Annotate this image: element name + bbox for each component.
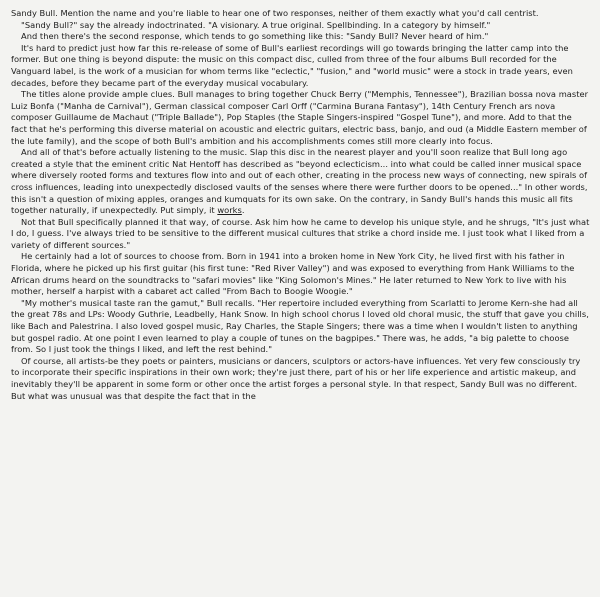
paragraph-style: Not that Bull specifically planned it that way, of course. Ask him how he came to develop his unique style, and he shrugs, "It's just what I do, I guess. I've always tried to be sensitive to the different musical cultures that strike a chord inside me. I just took what I liked from a variety of different sources."	[11, 216, 590, 250]
paragraph-sources: He certainly had a lot of sources to choose from. Born in 1941 into a broken home in New York City, he lived first with his father in Florida, where he picked up his first guitar (his first tune: "Red River Valley") and was exposed to everything from Hank Williams to the African drums heard on the soundtracks to "safari movies" like "King Solomon's Mines." He later returned to New York to live with his mother, herself a harpist with a cabaret act called "From Bach to Boogie Woogie."	[11, 251, 575, 297]
paragraph-mother: "My mother's musical taste ran the gamut," Bull recalls. "Her repertoire included everything from Scarlatti to Jerome Kern-she had all the great 78s and LPs: Woody Guthrie, Leadbelly, Hank Snow. In high school chorus I loved old choral music, the stuff that gave you chills, like Bach and Palestrina. I also loved gospel music, Ray Charles, the Staple Singers; there was a time when I wouldn't listen to anything but gospel radio. At one point I even learned to play a couple of tunes on the bagpipes." There was, he adds, "a big palette to choose from. So I just took the things I liked, and left the rest behind."	[11, 297, 589, 355]
paragraph-re-release: It's hard to predict just how far this re-release of some of Bull's earliest recordings will go towards bringing the latter camp into the former. But one thing is beyond dispute: the music on this compact disc, culled from three of the four albums Bull recorded for the Vanguard label, is the work of a musician for whom terms like "eclectic," "fusion," and "world music" were a stock in trade years, even decades, before they became part of the everyday musical vocabulary.	[11, 42, 573, 88]
paragraph-titles: The titles alone provide ample clues. Bull manages to bring together Chuck Berry ("Memphis, Tennessee"), Brazilian bossa nova master Luiz Bonfa ("Manha de Carnival"), German classical composer Carl Orff ("Carmina Burana Fantasy"), 14th Century French ars nova composer Guillaume de Machaut ("Triple Ballade"), Pop Staples (the Staple Singers-inspired "Gospel Tune"), and more. Add to that the fact that he's performing this diverse material on acoustic and electric guitars, electric bass, banjo, and oud (a Middle Eastern member of the lute family), and the scope of both Bull's ambition and his accomplishments comes still more clearly into focus.	[11, 89, 589, 146]
paragraph-artists: Of course, all artists-be they poets or painters, musicians or dancers, sculptors or actors-have influences. Yet very few consciously try to incorporate their specific inspirations in their own work; they're just there, part of his or her life experience and artistic makeup, and inevitably they'll be apparent in some form or other once the artist forges a personal style. In that respect, Sandy Bull was no different. But what was unusual was that despite the fact that in the	[11, 355, 581, 401]
works-emphasis: works	[217, 205, 242, 216]
paragraph-second-response: And then there's the second response, which tends to go something like this: "Sandy Bull? Never heard of him."	[21, 31, 489, 42]
paragraph-intro: Sandy Bull. Mention the name and you're liable to hear one of two responses, neither of them exactly what you'd call centrist.	[11, 8, 539, 18]
paragraph-indoctrinated-response: "Sandy Bull?" say the already indoctrinated. "A visionary. A true original. Spellbinding. In a category by himself."	[21, 19, 491, 30]
listening-text: And all of that's before actually listening to the music. Slap this disc in the nearest player and you'll soon realize that Bull long ago created a style that the eminent critic Nat Hentoff has described as "beyond eclecticism... into what could be called inner musical space where diversely rooted forms and textures flow into and out of each other, creating in the process new ways of connecting, new spirals of cross influences, leading into unexpectedly disclosed vaults of the senses where there were further doors to be opened..." In other words, this isn't a question of mixing apples, oranges and kumquats for its own sake. On the contrary, in Sandy Bull's hands this music all fits together naturally, if unexpectedly. Put simply, it	[11, 147, 588, 216]
listening-period: .	[241, 205, 245, 216]
paragraph-listening	[11, 147, 590, 217]
